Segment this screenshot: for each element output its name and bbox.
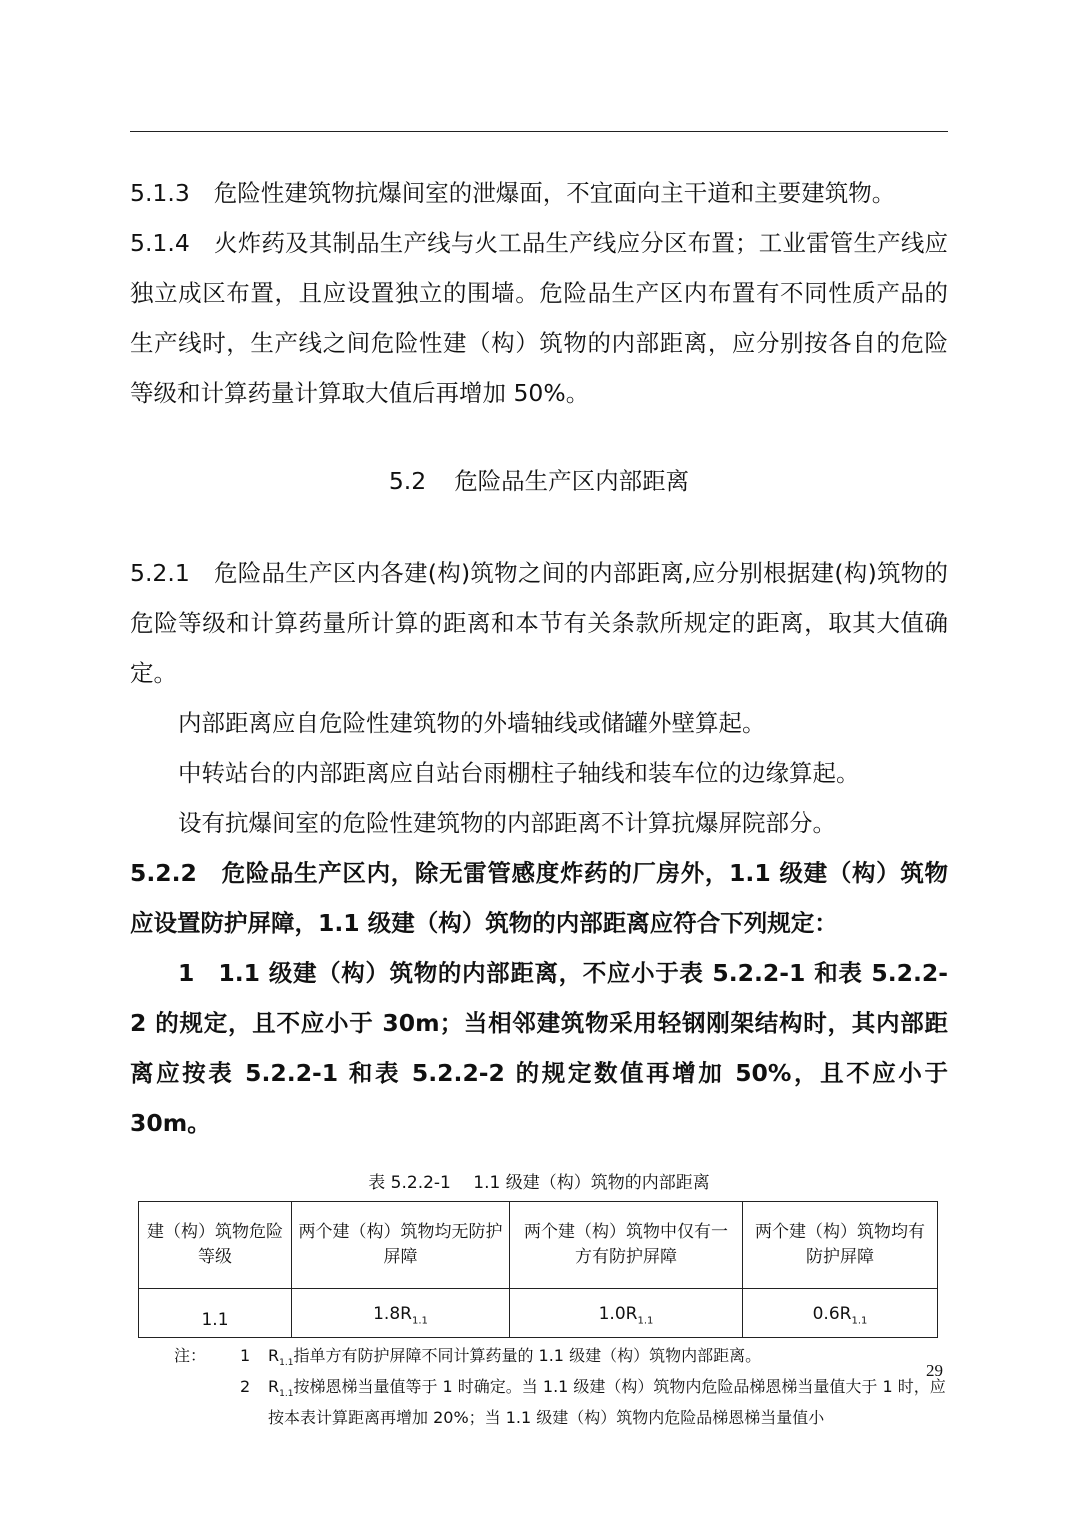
value-cell: $1.8R_{1.1}$ — [292, 1289, 510, 1338]
header-cell: 两个建（构）筑物均无防护屏障 — [292, 1202, 510, 1289]
item-number: 1 — [178, 959, 195, 987]
table-header-row — [139, 1202, 938, 1289]
note-label: 注： — [174, 1346, 207, 1365]
header-rule — [130, 131, 948, 132]
note-text: $R_{1.1}$按梯恩梯当量值等于 1 时确定。当 1.1 级建（构）筑物内危险品梯恩梯当量值大于 1 时，应按本表计算距离再增加 20%；当 1.1 级建（构）筑物内危险品梯恩梯当量值小 — [268, 1377, 946, 1428]
table-row — [139, 1289, 938, 1338]
table-title: 表 5.2.2-1 1.1 级建（构）筑物的内部距离 — [368, 1173, 710, 1193]
clause-text: 危险性建筑物抗爆间室的泄爆面，不宜面向主干道和主要建筑物。 — [213, 179, 896, 207]
item-text: 1.1 级建（构）筑物的内部距离，不应小于表 5.2.2-1 和表 5.2.2-2 的规定，且不应小于 30m；当相邻建筑物采用轻钢刚架结构时，其内部距离应按表 5.2.2-1 和表 5.2.2-2 的规定数值再增加 50%，且不应小于 30m。 — [130, 959, 948, 1137]
clause-5-2-1-para-3: 中转站台的内部距离应自站台雨棚柱子轴线和装车位的边缘算起。 — [178, 759, 860, 787]
clause-5-2-1-para-2: 内部距离应自危险性建筑物的外墙轴线或储罐外壁算起。 — [178, 709, 766, 737]
header-cell: 建（构）筑物危险等级 — [139, 1202, 292, 1289]
note-1 — [130, 1344, 948, 1375]
section-title: 危险品生产区内部距离 — [454, 467, 690, 495]
clause-5-2-1 — [130, 548, 948, 698]
page-body — [130, 168, 948, 1430]
value-cell: $1.0R_{1.1}$ — [510, 1289, 743, 1338]
note-number: 1 — [240, 1346, 251, 1365]
value-cell: $0.6R_{1.1}$ — [743, 1289, 938, 1338]
note-2 — [130, 1375, 948, 1430]
clause-5-2-2-item-1 — [130, 948, 948, 1148]
page-number: 29 — [926, 1361, 943, 1380]
section-number: 5.2 — [388, 467, 427, 495]
clause-text: 危险品生产区内各建(构)筑物之间的内部距离,应分别根据建(构)筑物的危险等级和计算药量所计算的距离和本节有关条款所规定的距离，取其大值确定。 — [130, 559, 948, 687]
clause-text: 火炸药及其制品生产线与火工品生产线应分区布置；工业雷管生产线应独立成区布置，且应设置独立的围墙。危险品生产区内布置有不同性质产品的生产线时，生产线之间危险性建（构）筑物的内部距离，应分别按各自的危险等级和计算药量计算取大值后再增加 50%。 — [130, 229, 948, 407]
clause-5-1-3 — [130, 168, 948, 218]
clause-5-1-4 — [130, 218, 948, 418]
header-cell: 两个建（构）筑物中仅有一方有防护屏障 — [510, 1202, 743, 1289]
header-cell: 两个建（构）筑物均有防护屏障 — [743, 1202, 938, 1289]
grade-cell: 1.1 — [139, 1289, 292, 1338]
clause-text: 危险品生产区内，除无雷管感度炸药的厂房外，1.1 级建（构）筑物应设置防护屏障，1.1 级建（构）筑物的内部距离应符合下列规定： — [130, 859, 948, 937]
note-number: 2 — [240, 1377, 251, 1397]
clause-number: 5.1.4 — [130, 229, 190, 257]
table-notes — [130, 1344, 948, 1430]
clause-number: 5.2.1 — [130, 559, 190, 587]
note-text: $R_{1.1}$指单方有防护屏障不同计算药量的 1.1 级建（构）筑物内部距离。 — [268, 1346, 762, 1369]
clause-5-2-2 — [130, 848, 948, 948]
clause-number: 5.1.3 — [130, 179, 190, 207]
distance-table — [138, 1201, 938, 1338]
section-heading — [130, 456, 948, 506]
clause-number: 5.2.2 — [130, 859, 197, 887]
clause-5-2-1-para-4: 设有抗爆间室的危险性建筑物的内部距离不计算抗爆屏院部分。 — [178, 809, 836, 837]
